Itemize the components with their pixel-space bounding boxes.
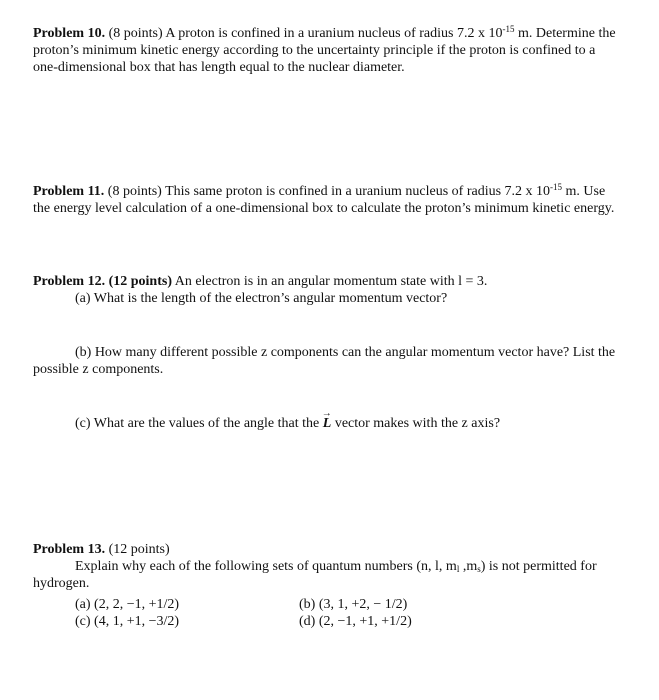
problem-13-intro-c: ) is not permitted for hydrogen.	[33, 559, 597, 591]
item-d: (d) (2, −1, +1, +1/2)	[299, 614, 412, 629]
problem-10-label: Problem 10.	[33, 26, 106, 41]
problem-10-exponent: -15	[502, 24, 515, 34]
problem-12-points: (12 points)	[108, 274, 172, 289]
problem-13-points: (12 points)	[108, 542, 170, 557]
problem-12-part-c	[75, 415, 635, 432]
problem-12-part-c-pre: (c) What are the values of the angle that the	[75, 416, 323, 431]
problem-13-intro-b: ,m	[459, 559, 478, 574]
problem-13-intro	[33, 558, 623, 592]
list-row	[75, 596, 575, 613]
problem-12-text: An electron is in an angular momentum state with l = 3.	[171, 274, 488, 289]
problem-13	[33, 541, 623, 558]
problem-11-text-b: m. Use the energy level calculation of a one-dimensional box to calculate the proton’s minimum kinetic energy.	[33, 184, 615, 216]
list-row	[75, 613, 575, 630]
problem-13-label: Problem 13.	[33, 542, 106, 557]
problem-11-text-a: This same proton is confined in a uranium nucleus of radius 7.2 x 10	[161, 184, 551, 199]
problem-12-label: Problem 12.	[33, 274, 106, 289]
problem-12-part-c-post: vector makes with the z axis?	[331, 416, 501, 431]
item-a: (a) (2, 2, −1, +1/2)	[75, 597, 180, 612]
subscript-l: l	[456, 564, 460, 574]
problem-10-text-a: A proton is confined in a uranium nucleus of radius 7.2 x 10	[162, 26, 503, 41]
problem-10-text-b: m. Determine the proton’s minimum kinetic energy according to the uncertainty principle if the proton is confined to a one-dimensional box that has length equal to the nuclear diameter.	[33, 26, 616, 75]
problem-12	[33, 273, 623, 290]
problem-11-exponent: -15	[550, 182, 563, 192]
subscript-s: s	[477, 564, 481, 574]
item-c: (c) (4, 1, +1, −3/2)	[75, 614, 180, 629]
angular-momentum-vector-symbol: → L	[323, 416, 332, 431]
problem-11	[33, 183, 623, 217]
item-b: (b) (3, 1, +2, − 1/2)	[299, 597, 408, 612]
quantum-number-list	[75, 596, 575, 630]
problem-12-part-b: (b) How many different possible z components can the angular momentum vector have? List the possible z components.	[33, 345, 616, 377]
problem-10	[33, 25, 623, 76]
problem-10-points: (8 points)	[108, 26, 163, 41]
problem-13-intro-a: Explain why each of the following sets of quantum numbers (n, l, m	[75, 559, 457, 574]
problem-11-points: (8 points)	[107, 184, 162, 199]
problem-12-part-a: (a) What is the length of the electron’s angular momentum vector?	[75, 291, 448, 306]
problem-11-label: Problem 11.	[33, 184, 105, 199]
